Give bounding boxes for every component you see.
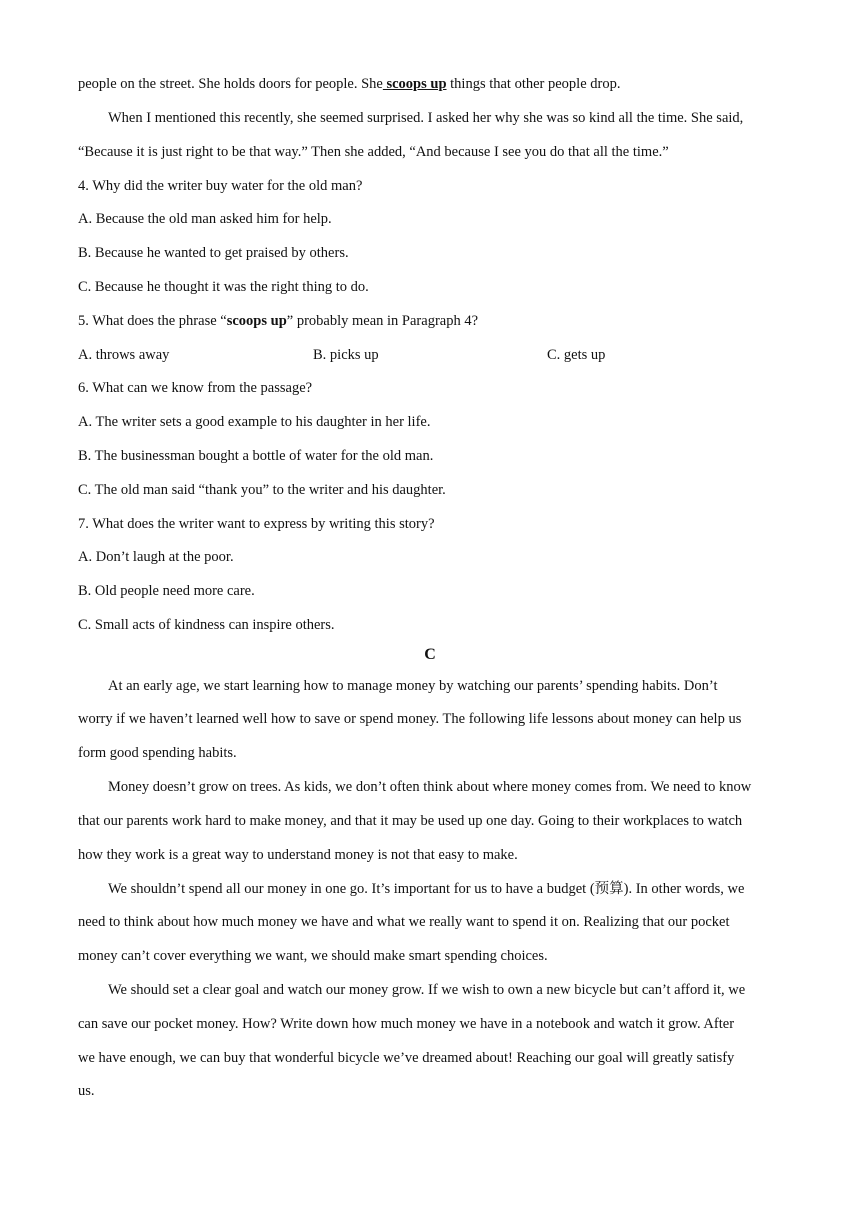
passage-b-paragraph-4-line-1: When I mentioned this recently, she seemed surprised. I asked her why she was so kind all the time. She said, xyxy=(108,110,744,126)
passage-c-paragraph-2-line-3: how they work is a great way to understand money is not that easy to make. xyxy=(78,847,518,863)
question-6-option-c: C. The old man said “thank you” to the writer and his daughter. xyxy=(78,482,446,498)
underlined-phrase-scoops-up: scoops up xyxy=(382,76,447,92)
passage-c-paragraph-1-line-3: form good spending habits. xyxy=(78,745,237,761)
passage-c-paragraph-1-line-1: At an early age, we start learning how to manage money by watching our parents’ spending habits. Don’t xyxy=(108,678,718,694)
question-4-option-c: C. Because he thought it was the right thing to do. xyxy=(78,279,369,295)
question-7-option-c: C. Small acts of kindness can inspire others. xyxy=(78,617,335,633)
text-segment: people on the street. She holds doors for people. She xyxy=(78,76,383,92)
question-5-stem xyxy=(78,312,478,330)
question-4-option-a: A. Because the old man asked him for help. xyxy=(78,211,332,227)
passage-c-paragraph-3-line-1: We shouldn’t spend all our money in one go. It’s important for us to have a budget (预算). In other words, we xyxy=(108,881,745,897)
passage-c-paragraph-4-line-1: We should set a clear goal and watch our money grow. If we wish to own a new bicycle but can’t afford it, we xyxy=(108,982,746,998)
section-heading-c: C xyxy=(424,646,436,663)
question-5-option-a: A. throws away xyxy=(78,347,170,363)
passage-c-paragraph-2-line-2: that our parents work hard to make money, and that it may be used up one day. Going to their workplaces to watch xyxy=(78,813,743,829)
passage-c-paragraph-2-line-1: Money doesn’t grow on trees. As kids, we don’t often think about where money comes from. We need to know xyxy=(108,779,752,795)
question-4-option-b: B. Because he wanted to get praised by others. xyxy=(78,245,349,261)
question-7-option-b: B. Old people need more care. xyxy=(78,583,255,599)
passage-b-paragraph-3-last-line xyxy=(78,75,620,93)
passage-c-paragraph-4-line-2: can save our pocket money. How? Write down how much money we have in a notebook and watch it grow. After xyxy=(78,1016,735,1032)
text-segment: 5. What does the phrase “ xyxy=(78,313,227,329)
question-6-stem: 6. What can we know from the passage? xyxy=(78,380,313,396)
passage-c-paragraph-3-line-2: need to think about how much money we have and what we really want to spend it on. Realizing that our pocket xyxy=(78,914,730,930)
text-segment: things that other people drop. xyxy=(446,76,621,92)
passage-b-paragraph-4-line-2: “Because it is just right to be that way.” Then she added, “And because I see you do that all the time.” xyxy=(78,144,669,160)
question-6-option-b: B. The businessman bought a bottle of water for the old man. xyxy=(78,448,434,464)
bold-phrase-scoops-up: scoops up xyxy=(226,313,287,329)
question-4-stem: 4. Why did the writer buy water for the old man? xyxy=(78,178,363,194)
passage-c-paragraph-4-line-3: we have enough, we can buy that wonderful bicycle we’ve dreamed about! Reaching our goal will greatly satisfy xyxy=(78,1050,735,1066)
question-6-option-a: A. The writer sets a good example to his daughter in her life. xyxy=(78,414,431,430)
question-7-stem: 7. What does the writer want to express by writing this story? xyxy=(78,516,435,532)
question-7-option-a: A. Don’t laugh at the poor. xyxy=(78,549,234,565)
question-5-option-c: C. gets up xyxy=(547,347,606,363)
passage-c-paragraph-4-line-4: us. xyxy=(78,1083,95,1099)
text-segment: ” probably mean in Paragraph 4? xyxy=(286,313,479,329)
passage-c-paragraph-1-line-2: worry if we haven’t learned well how to save or spend money. The following life lessons about money can help us xyxy=(78,711,742,727)
question-5-option-b: B. picks up xyxy=(313,347,379,363)
passage-c-paragraph-3-line-3: money can’t cover everything we want, we should make smart spending choices. xyxy=(78,948,548,964)
